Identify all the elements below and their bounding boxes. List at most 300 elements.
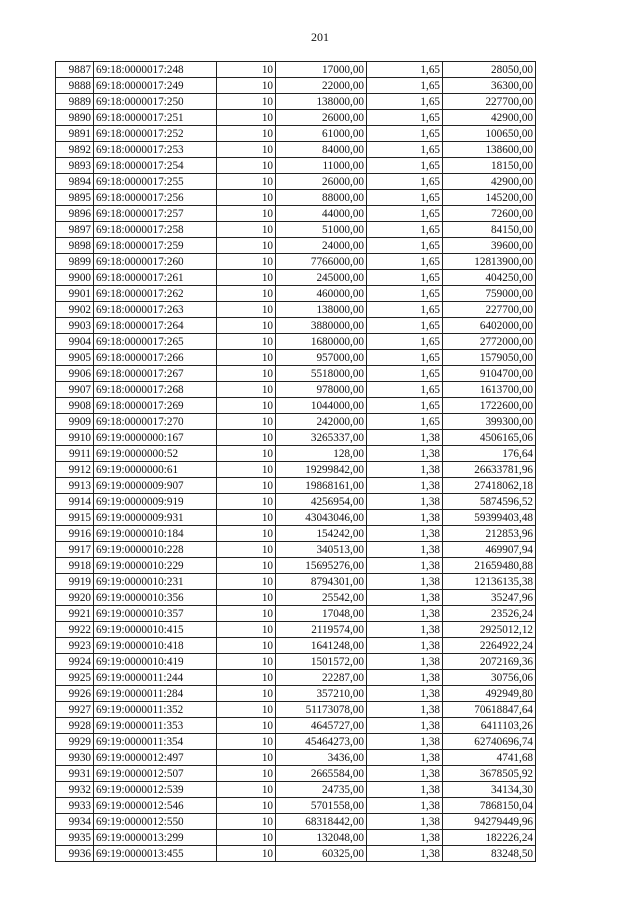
rate-cell: 10 (217, 846, 276, 862)
row-number-cell: 9924 (56, 654, 94, 670)
row-number-cell: 9923 (56, 638, 94, 654)
coefficient-cell: 1,65 (367, 334, 443, 350)
table-row (56, 110, 536, 126)
row-number-cell: 9933 (56, 798, 94, 814)
tax-amount-cell: 42900,00 (443, 174, 536, 190)
tax-amount-cell: 5874596,52 (443, 494, 536, 510)
cadastral-number-cell: 69:18:0000017:256 (94, 190, 217, 206)
coefficient-cell: 1,38 (367, 686, 443, 702)
table-row (56, 750, 536, 766)
tax-amount-cell: 94279449,96 (443, 814, 536, 830)
rate-cell: 10 (217, 590, 276, 606)
coefficient-cell: 1,38 (367, 798, 443, 814)
row-number-cell: 9894 (56, 174, 94, 190)
tax-amount-cell: 212853,96 (443, 526, 536, 542)
table-row (56, 654, 536, 670)
row-number-cell: 9896 (56, 206, 94, 222)
row-number-cell: 9905 (56, 350, 94, 366)
row-number-cell: 9934 (56, 814, 94, 830)
coefficient-cell: 1,38 (367, 526, 443, 542)
table-row (56, 462, 536, 478)
cadastral-value-cell: 24000,00 (276, 238, 367, 254)
cadastral-value-cell: 88000,00 (276, 190, 367, 206)
tax-amount-cell: 4741,68 (443, 750, 536, 766)
cadastral-number-cell: 69:18:0000017:269 (94, 398, 217, 414)
cadastral-value-cell: 26000,00 (276, 110, 367, 126)
rate-cell: 10 (217, 814, 276, 830)
rate-cell: 10 (217, 718, 276, 734)
cadastral-number-cell: 69:19:0000010:228 (94, 542, 217, 558)
cadastral-number-cell: 69:18:0000017:253 (94, 142, 217, 158)
coefficient-cell: 1,38 (367, 782, 443, 798)
tax-amount-cell: 36300,00 (443, 78, 536, 94)
rate-cell: 10 (217, 670, 276, 686)
cadastral-number-cell: 69:19:0000012:546 (94, 798, 217, 814)
tax-amount-cell: 4506165,06 (443, 430, 536, 446)
rate-cell: 10 (217, 638, 276, 654)
cadastral-number-cell: 69:18:0000017:265 (94, 334, 217, 350)
table-row (56, 398, 536, 414)
tax-amount-cell: 42900,00 (443, 110, 536, 126)
cadastral-number-cell: 69:19:0000010:415 (94, 622, 217, 638)
rate-cell: 10 (217, 782, 276, 798)
table-row (56, 606, 536, 622)
table-row (56, 190, 536, 206)
row-number-cell: 9928 (56, 718, 94, 734)
rate-cell: 10 (217, 702, 276, 718)
rate-cell: 10 (217, 110, 276, 126)
tax-amount-cell: 30756,06 (443, 670, 536, 686)
cadastral-value-cell: 1680000,00 (276, 334, 367, 350)
cadastral-value-cell: 5518000,00 (276, 366, 367, 382)
table-row (56, 574, 536, 590)
cadastral-value-cell: 51173078,00 (276, 702, 367, 718)
cadastral-value-cell: 84000,00 (276, 142, 367, 158)
tax-amount-cell: 18150,00 (443, 158, 536, 174)
coefficient-cell: 1,38 (367, 670, 443, 686)
coefficient-cell: 1,65 (367, 414, 443, 430)
table-row (56, 126, 536, 142)
cadastral-number-cell: 69:19:0000010:184 (94, 526, 217, 542)
row-number-cell: 9893 (56, 158, 94, 174)
table-row (56, 478, 536, 494)
tax-amount-cell: 100650,00 (443, 126, 536, 142)
table-row (56, 254, 536, 270)
cadastral-number-cell: 69:19:0000009:907 (94, 478, 217, 494)
cadastral-value-cell: 61000,00 (276, 126, 367, 142)
rate-cell: 10 (217, 766, 276, 782)
row-number-cell: 9912 (56, 462, 94, 478)
cadastral-value-cell: 26000,00 (276, 174, 367, 190)
tax-amount-cell: 62740696,74 (443, 734, 536, 750)
rate-cell: 10 (217, 622, 276, 638)
coefficient-cell: 1,38 (367, 606, 443, 622)
table-row (56, 286, 536, 302)
tax-amount-cell: 2264922,24 (443, 638, 536, 654)
cadastral-number-cell: 69:18:0000017:252 (94, 126, 217, 142)
cadastral-number-cell: 69:18:0000017:250 (94, 94, 217, 110)
cadastral-number-cell: 69:18:0000017:270 (94, 414, 217, 430)
cadastral-number-cell: 69:19:0000012:550 (94, 814, 217, 830)
cadastral-number-cell: 69:19:0000013:455 (94, 846, 217, 862)
coefficient-cell: 1,65 (367, 302, 443, 318)
row-number-cell: 9909 (56, 414, 94, 430)
table-row (56, 542, 536, 558)
table-row (56, 270, 536, 286)
cadastral-value-cell: 3265337,00 (276, 430, 367, 446)
rate-cell: 10 (217, 190, 276, 206)
coefficient-cell: 1,38 (367, 462, 443, 478)
rate-cell: 10 (217, 574, 276, 590)
cadastral-number-cell: 69:18:0000017:260 (94, 254, 217, 270)
row-number-cell: 9932 (56, 782, 94, 798)
tax-amount-cell: 12136135,38 (443, 574, 536, 590)
cadastral-value-cell: 3436,00 (276, 750, 367, 766)
cadastral-value-cell: 17048,00 (276, 606, 367, 622)
row-number-cell: 9895 (56, 190, 94, 206)
tax-amount-cell: 469907,94 (443, 542, 536, 558)
cadastral-number-cell: 69:19:0000011:354 (94, 734, 217, 750)
cadastral-number-cell: 69:18:0000017:258 (94, 222, 217, 238)
cadastral-value-cell: 68318442,00 (276, 814, 367, 830)
row-number-cell: 9888 (56, 78, 94, 94)
coefficient-cell: 1,38 (367, 478, 443, 494)
cadastral-value-cell: 8794301,00 (276, 574, 367, 590)
coefficient-cell: 1,65 (367, 110, 443, 126)
row-number-cell: 9898 (56, 238, 94, 254)
row-number-cell: 9915 (56, 510, 94, 526)
row-number-cell: 9887 (56, 62, 94, 78)
table-row (56, 222, 536, 238)
cadastral-value-cell: 19868161,00 (276, 478, 367, 494)
rate-cell: 10 (217, 654, 276, 670)
cadastral-value-cell: 138000,00 (276, 302, 367, 318)
row-number-cell: 9929 (56, 734, 94, 750)
tax-amount-cell: 492949,80 (443, 686, 536, 702)
row-number-cell: 9920 (56, 590, 94, 606)
cadastral-number-cell: 69:19:0000011:352 (94, 702, 217, 718)
row-number-cell: 9931 (56, 766, 94, 782)
cadastral-value-cell: 957000,00 (276, 350, 367, 366)
rate-cell: 10 (217, 606, 276, 622)
tax-amount-cell: 23526,24 (443, 606, 536, 622)
tax-amount-cell: 12813900,00 (443, 254, 536, 270)
cadastral-value-cell: 19299842,00 (276, 462, 367, 478)
coefficient-cell: 1,38 (367, 542, 443, 558)
cadastral-number-cell: 69:18:0000017:262 (94, 286, 217, 302)
tax-amount-cell: 28050,00 (443, 62, 536, 78)
row-number-cell: 9925 (56, 670, 94, 686)
coefficient-cell: 1,38 (367, 654, 443, 670)
rate-cell: 10 (217, 158, 276, 174)
table-row (56, 318, 536, 334)
coefficient-cell: 1,38 (367, 830, 443, 846)
tax-amount-cell: 1722600,00 (443, 398, 536, 414)
row-number-cell: 9906 (56, 366, 94, 382)
table-row (56, 174, 536, 190)
rate-cell: 10 (217, 366, 276, 382)
rate-cell: 10 (217, 558, 276, 574)
row-number-cell: 9916 (56, 526, 94, 542)
table-row (56, 830, 536, 846)
cadastral-number-cell: 69:18:0000017:257 (94, 206, 217, 222)
cadastral-value-cell: 242000,00 (276, 414, 367, 430)
row-number-cell: 9908 (56, 398, 94, 414)
cadastral-number-cell: 69:18:0000017:263 (94, 302, 217, 318)
rate-cell: 10 (217, 830, 276, 846)
rate-cell: 10 (217, 126, 276, 142)
tax-amount-cell: 39600,00 (443, 238, 536, 254)
coefficient-cell: 1,65 (367, 158, 443, 174)
cadastral-value-cell: 128,00 (276, 446, 367, 462)
coefficient-cell: 1,38 (367, 574, 443, 590)
cadastral-value-cell: 154242,00 (276, 526, 367, 542)
table-row (56, 302, 536, 318)
row-number-cell: 9927 (56, 702, 94, 718)
cadastral-number-cell: 69:19:0000012:497 (94, 750, 217, 766)
coefficient-cell: 1,38 (367, 590, 443, 606)
cadastral-value-cell: 17000,00 (276, 62, 367, 78)
rate-cell: 10 (217, 350, 276, 366)
cadastral-value-cell: 22000,00 (276, 78, 367, 94)
rate-cell: 10 (217, 542, 276, 558)
tax-amount-cell: 145200,00 (443, 190, 536, 206)
row-number-cell: 9919 (56, 574, 94, 590)
table-row (56, 702, 536, 718)
cadastral-number-cell: 69:19:0000010:418 (94, 638, 217, 654)
rate-cell: 10 (217, 94, 276, 110)
tax-amount-cell: 6402000,00 (443, 318, 536, 334)
cadastral-value-cell: 1641248,00 (276, 638, 367, 654)
table-row (56, 798, 536, 814)
coefficient-cell: 1,65 (367, 398, 443, 414)
cadastral-value-cell: 340513,00 (276, 542, 367, 558)
row-number-cell: 9901 (56, 286, 94, 302)
tax-amount-cell: 2925012,12 (443, 622, 536, 638)
tax-amount-cell: 182226,24 (443, 830, 536, 846)
cadastral-value-cell: 2119574,00 (276, 622, 367, 638)
row-number-cell: 9921 (56, 606, 94, 622)
cadastral-value-cell: 978000,00 (276, 382, 367, 398)
table-body (56, 62, 536, 862)
table-row (56, 686, 536, 702)
cadastral-number-cell: 69:19:0000011:284 (94, 686, 217, 702)
row-number-cell: 9910 (56, 430, 94, 446)
cadastral-value-cell: 3880000,00 (276, 318, 367, 334)
row-number-cell: 9892 (56, 142, 94, 158)
rate-cell: 10 (217, 174, 276, 190)
cadastral-value-cell: 22287,00 (276, 670, 367, 686)
rate-cell: 10 (217, 62, 276, 78)
coefficient-cell: 1,65 (367, 222, 443, 238)
tax-amount-cell: 27418062,18 (443, 478, 536, 494)
cadastral-number-cell: 69:19:0000012:507 (94, 766, 217, 782)
cadastral-number-cell: 69:18:0000017:268 (94, 382, 217, 398)
row-number-cell: 9922 (56, 622, 94, 638)
coefficient-cell: 1,38 (367, 702, 443, 718)
table-row (56, 334, 536, 350)
coefficient-cell: 1,38 (367, 734, 443, 750)
coefficient-cell: 1,65 (367, 270, 443, 286)
cadastral-value-cell: 25542,00 (276, 590, 367, 606)
rate-cell: 10 (217, 734, 276, 750)
cadastral-value-cell: 5701558,00 (276, 798, 367, 814)
table-row (56, 62, 536, 78)
row-number-cell: 9899 (56, 254, 94, 270)
cadastral-number-cell: 69:19:0000000:167 (94, 430, 217, 446)
rate-cell: 10 (217, 414, 276, 430)
rate-cell: 10 (217, 318, 276, 334)
tax-amount-cell: 227700,00 (443, 94, 536, 110)
cadastral-value-cell: 1501572,00 (276, 654, 367, 670)
cadastral-value-cell: 60325,00 (276, 846, 367, 862)
row-number-cell: 9891 (56, 126, 94, 142)
coefficient-cell: 1,38 (367, 750, 443, 766)
coefficient-cell: 1,38 (367, 446, 443, 462)
row-number-cell: 9935 (56, 830, 94, 846)
cadastral-number-cell: 69:18:0000017:249 (94, 78, 217, 94)
cadastral-number-cell: 69:19:0000011:353 (94, 718, 217, 734)
cadastral-number-cell: 69:18:0000017:267 (94, 366, 217, 382)
cadastral-number-cell: 69:18:0000017:264 (94, 318, 217, 334)
cadastral-number-cell: 69:19:0000010:357 (94, 606, 217, 622)
cadastral-number-cell: 69:18:0000017:266 (94, 350, 217, 366)
table-row (56, 510, 536, 526)
coefficient-cell: 1,65 (367, 206, 443, 222)
row-number-cell: 9889 (56, 94, 94, 110)
coefficient-cell: 1,65 (367, 174, 443, 190)
cadastral-value-cell: 4645727,00 (276, 718, 367, 734)
coefficient-cell: 1,65 (367, 350, 443, 366)
coefficient-cell: 1,65 (367, 142, 443, 158)
coefficient-cell: 1,65 (367, 286, 443, 302)
table-row (56, 814, 536, 830)
tax-amount-cell: 1613700,00 (443, 382, 536, 398)
coefficient-cell: 1,38 (367, 846, 443, 862)
cadastral-value-cell: 45464273,00 (276, 734, 367, 750)
rate-cell: 10 (217, 798, 276, 814)
cadastral-number-cell: 69:18:0000017:248 (94, 62, 217, 78)
table-row (56, 446, 536, 462)
tax-amount-cell: 176,64 (443, 446, 536, 462)
table-row (56, 718, 536, 734)
cadastral-value-cell: 11000,00 (276, 158, 367, 174)
rate-cell: 10 (217, 750, 276, 766)
tax-amount-cell: 1579050,00 (443, 350, 536, 366)
coefficient-cell: 1,38 (367, 718, 443, 734)
coefficient-cell: 1,65 (367, 254, 443, 270)
table-row (56, 846, 536, 862)
coefficient-cell: 1,65 (367, 94, 443, 110)
cadastral-value-cell: 7766000,00 (276, 254, 367, 270)
rate-cell: 10 (217, 494, 276, 510)
cadastral-number-cell: 69:19:0000011:244 (94, 670, 217, 686)
table-row (56, 670, 536, 686)
table-row (56, 142, 536, 158)
table-row (56, 782, 536, 798)
coefficient-cell: 1,38 (367, 814, 443, 830)
coefficient-cell: 1,65 (367, 318, 443, 334)
tax-amount-cell: 2772000,00 (443, 334, 536, 350)
cadastral-number-cell: 69:19:0000012:539 (94, 782, 217, 798)
row-number-cell: 9907 (56, 382, 94, 398)
row-number-cell: 9890 (56, 110, 94, 126)
row-number-cell: 9936 (56, 846, 94, 862)
cadastral-number-cell: 69:19:0000010:231 (94, 574, 217, 590)
cadastral-value-cell: 43043046,00 (276, 510, 367, 526)
cadastral-number-cell: 69:19:0000000:61 (94, 462, 217, 478)
cadastral-number-cell: 69:19:0000010:419 (94, 654, 217, 670)
tax-amount-cell: 138600,00 (443, 142, 536, 158)
cadastral-value-cell: 2665584,00 (276, 766, 367, 782)
row-number-cell: 9918 (56, 558, 94, 574)
page-number: 201 (311, 30, 329, 44)
cadastral-number-cell: 69:19:0000010:356 (94, 590, 217, 606)
table-row (56, 766, 536, 782)
tax-amount-cell: 404250,00 (443, 270, 536, 286)
rate-cell: 10 (217, 510, 276, 526)
tax-amount-cell: 7868150,04 (443, 798, 536, 814)
row-number-cell: 9897 (56, 222, 94, 238)
tax-amount-cell: 34134,30 (443, 782, 536, 798)
cadastral-number-cell: 69:18:0000017:254 (94, 158, 217, 174)
cadastral-registry-table (55, 61, 536, 862)
table-row (56, 206, 536, 222)
coefficient-cell: 1,65 (367, 366, 443, 382)
row-number-cell: 9926 (56, 686, 94, 702)
cadastral-number-cell: 69:19:0000009:931 (94, 510, 217, 526)
tax-amount-cell: 227700,00 (443, 302, 536, 318)
coefficient-cell: 1,38 (367, 622, 443, 638)
tax-amount-cell: 21659480,88 (443, 558, 536, 574)
rate-cell: 10 (217, 398, 276, 414)
tax-amount-cell: 399300,00 (443, 414, 536, 430)
tax-amount-cell: 59399403,48 (443, 510, 536, 526)
coefficient-cell: 1,38 (367, 430, 443, 446)
cadastral-value-cell: 44000,00 (276, 206, 367, 222)
rate-cell: 10 (217, 462, 276, 478)
coefficient-cell: 1,65 (367, 126, 443, 142)
row-number-cell: 9902 (56, 302, 94, 318)
rate-cell: 10 (217, 334, 276, 350)
rate-cell: 10 (217, 286, 276, 302)
coefficient-cell: 1,38 (367, 766, 443, 782)
cadastral-number-cell: 69:18:0000017:255 (94, 174, 217, 190)
cadastral-value-cell: 15695276,00 (276, 558, 367, 574)
cadastral-number-cell: 69:19:0000010:229 (94, 558, 217, 574)
coefficient-cell: 1,38 (367, 494, 443, 510)
tax-amount-cell: 26633781,96 (443, 462, 536, 478)
cadastral-value-cell: 132048,00 (276, 830, 367, 846)
table-row (56, 350, 536, 366)
table-row (56, 734, 536, 750)
coefficient-cell: 1,38 (367, 638, 443, 654)
tax-amount-cell: 35247,96 (443, 590, 536, 606)
rate-cell: 10 (217, 382, 276, 398)
tax-amount-cell: 72600,00 (443, 206, 536, 222)
rate-cell: 10 (217, 254, 276, 270)
cadastral-value-cell: 357210,00 (276, 686, 367, 702)
cadastral-value-cell: 51000,00 (276, 222, 367, 238)
coefficient-cell: 1,65 (367, 78, 443, 94)
cadastral-value-cell: 245000,00 (276, 270, 367, 286)
table-row (56, 78, 536, 94)
cadastral-number-cell: 69:18:0000017:261 (94, 270, 217, 286)
rate-cell: 10 (217, 478, 276, 494)
cadastral-number-cell: 69:19:0000000:52 (94, 446, 217, 462)
tax-amount-cell: 3678505,92 (443, 766, 536, 782)
rate-cell: 10 (217, 238, 276, 254)
